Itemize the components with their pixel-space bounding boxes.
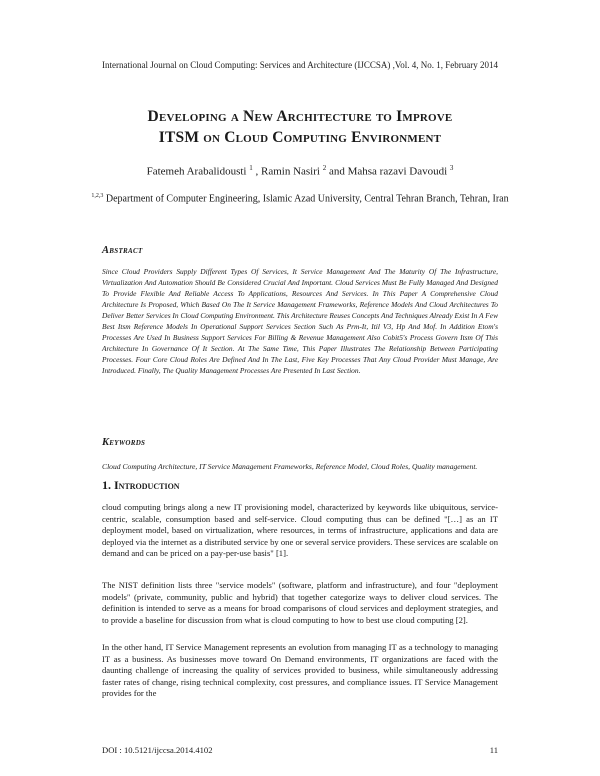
- keywords-text: Cloud Computing Architecture, IT Service Management Frameworks, Reference Model, Cloud Roles, Quality management.: [102, 462, 478, 471]
- author-2-affil-mark: 2: [322, 164, 327, 172]
- affiliation-text: Department of Computer Engineering, Islamic Azad University, Central Tehran Branch, Tehran, Iran: [105, 193, 509, 205]
- author-list: [60, 164, 540, 178]
- affiliation-marks: 1,2,3: [91, 193, 104, 199]
- footer-page-number: 11: [489, 745, 498, 755]
- intro-paragraph-3: In the other hand, IT Service Management represents an evolution from managing IT as a technology to managing IT as a business. As businesses move toward On Demand environments, IT organizations are faced with the daunting challenge of increasing the quality of services provided to business, while simultaneously addressing faster rates of change, rising technical complexity, cost pressures, and compliance issues. IT Service Management provides for the: [102, 642, 498, 698]
- running-header: International Journal on Cloud Computing: Services and Architecture (IJCCSA) ,Vol. 4, No. 1, February 2014: [101, 60, 499, 70]
- intro-paragraph-2: The NIST definition lists three "service models" (software, platform and infrastructure), and four "deployment models" (private, community, public and hybrid) that together categorize ways to deliver cloud services. The definition is intended to serve as a means for broad comparisons of cloud services and deployment strategies, and to provide a baseline for discussion from what is cloud computing to how to best use cloud computing [2].: [102, 580, 498, 625]
- affiliation: [80, 190, 520, 205]
- abstract-text: Since Cloud Providers Supply Different Types Of Services, It Service Management And The Maturity Of The Infrastructure, Virtualization And Automation Should Be Considered Crucial And Important. Cloud Services Must Be Fully Managed And Designed To Provide Flexible And Reliable Access To Applications, Resources And Services. In This Paper A Comprehensive Cloud Architecture Is Proposed, Which Based On The It Service Management Frameworks, Reference Models And Cloud Architectures To Deliver Better Services In Cloud Computing Environment. This Architecture Reuses Concepts And Techniques Already Exist In A Few Best Itsm Reference Models In Operational Support Services Section Such As Prm-It, Itil V3, Hp And Mof. In Addition Etom's Processes Are Used In Business Support Services For Billing & Revenue Management Also Cobit5's Process Govern Itsm Of This Architecture In Governance Of It Section. At The Same Time, This Paper Illustrates The Relationship Between Participating Processes. Four Core Cloud Roles Are Defined And In The Last, Five Key Processes That Any Cloud Provider Must Manage, Are Introduced. Finally, The Quality Management Processes Are Presented In Last Section.: [102, 267, 498, 375]
- author-3-affil-mark: 3: [449, 164, 454, 172]
- intro-paragraph-1: cloud computing brings along a new IT provisioning model, characterized by keywords like ubiquitous, service-centric, scalable, consumption based and self-service. Cloud computing thus can be defined "[…] as an IT deployment model, based on virtualization, where resources, in terms of infrastructure, applications and data are deployed via the internet as a distributed service by one or several service providers. These services are scalable on demand and can be priced on a pay-per-use basis" [1].: [102, 502, 498, 558]
- author-2-name: , Ramin Nasiri: [255, 165, 320, 178]
- introduction-heading: 1. Introduction: [102, 478, 180, 492]
- author-3-name: and Mahsa razavi Davoudi: [328, 165, 448, 178]
- title-line-1: Developing a New Architecture to Improve: [147, 108, 453, 125]
- author-1-affil-mark: 1: [249, 164, 253, 172]
- keywords-heading: Keywords: [102, 437, 146, 448]
- title-line-2: ITSM on Cloud Computing Environment: [158, 129, 442, 146]
- paper-title: [60, 106, 540, 148]
- abstract-heading: Abstract: [102, 245, 143, 256]
- author-1-name: Fatemeh Arabalidousti: [146, 165, 247, 178]
- footer-doi: DOI : 10.5121/ijccsa.2014.4102: [102, 745, 213, 755]
